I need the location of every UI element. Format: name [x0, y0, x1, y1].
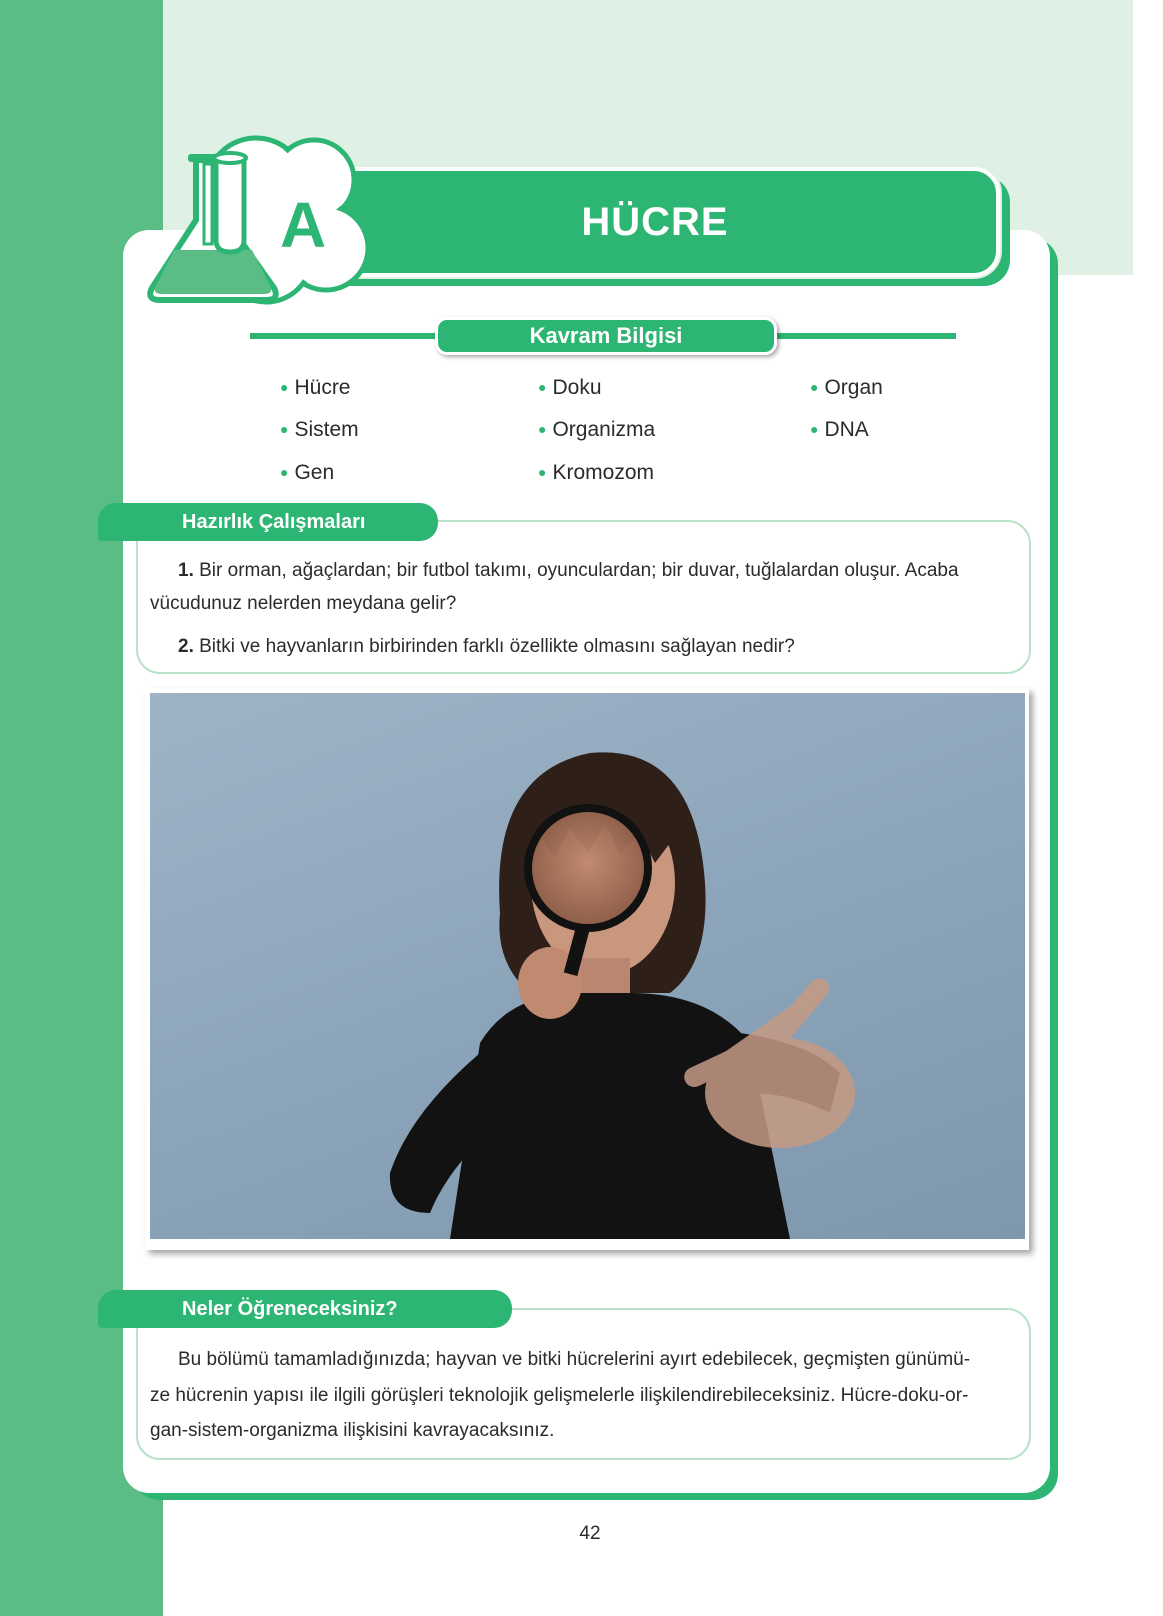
concept-item: ● Organ — [810, 376, 883, 400]
concept-item: ● Gen — [280, 461, 334, 485]
girl-magnifier-photo — [150, 693, 1025, 1239]
hazirlik-heading: Hazırlık Çalışmaları — [98, 503, 438, 541]
question-1: 1. Bir orman, ağaçlardan; bir futbol takımı, oyunculardan; bir duvar, tuğlalardan oluşur. Acaba — [178, 560, 959, 581]
neler-heading: Neler Öğreneceksiniz? — [98, 1290, 512, 1328]
flask-cloud-icon — [146, 128, 376, 310]
kavram-divider-left — [250, 333, 440, 339]
neler-line-3: gan-sistem-organizma ilişkisini kavrayacaksınız. — [150, 1420, 555, 1441]
page-number: 42 — [579, 1523, 601, 1544]
question-1-cont: vücudunuz nelerden meydana gelir? — [150, 593, 457, 614]
concept-item: ● Hücre — [280, 376, 351, 400]
neler-line-2: ze hücrenin yapısı ile ilgili görüşleri teknolojik gelişmelerle ilişkilendirebileceksiniz. Hücre-doku-or- — [150, 1385, 969, 1406]
neler-line-1: Bu bölümü tamamladığınızda; hayvan ve bitki hücrelerini ayırt edebilecek, geçmişten günümü- — [178, 1349, 971, 1370]
magnifier-photo-illustration — [150, 693, 1025, 1239]
page-title: HÜCRE — [581, 199, 729, 244]
kavram-divider-right — [770, 333, 956, 339]
concept-item: ● Doku — [538, 376, 602, 400]
section-letter: A — [280, 189, 327, 261]
question-2: 2. Bitki ve hayvanların birbirinden farklı özellikte olmasını sağlayan nedir? — [178, 636, 795, 657]
concept-item: ● DNA — [810, 418, 869, 442]
concept-item: ● Sistem — [280, 418, 359, 442]
concept-item: ● Organizma — [538, 418, 655, 442]
kavram-bilgisi-heading: Kavram Bilgisi — [435, 317, 777, 355]
concept-item: ● Kromozom — [538, 461, 654, 485]
